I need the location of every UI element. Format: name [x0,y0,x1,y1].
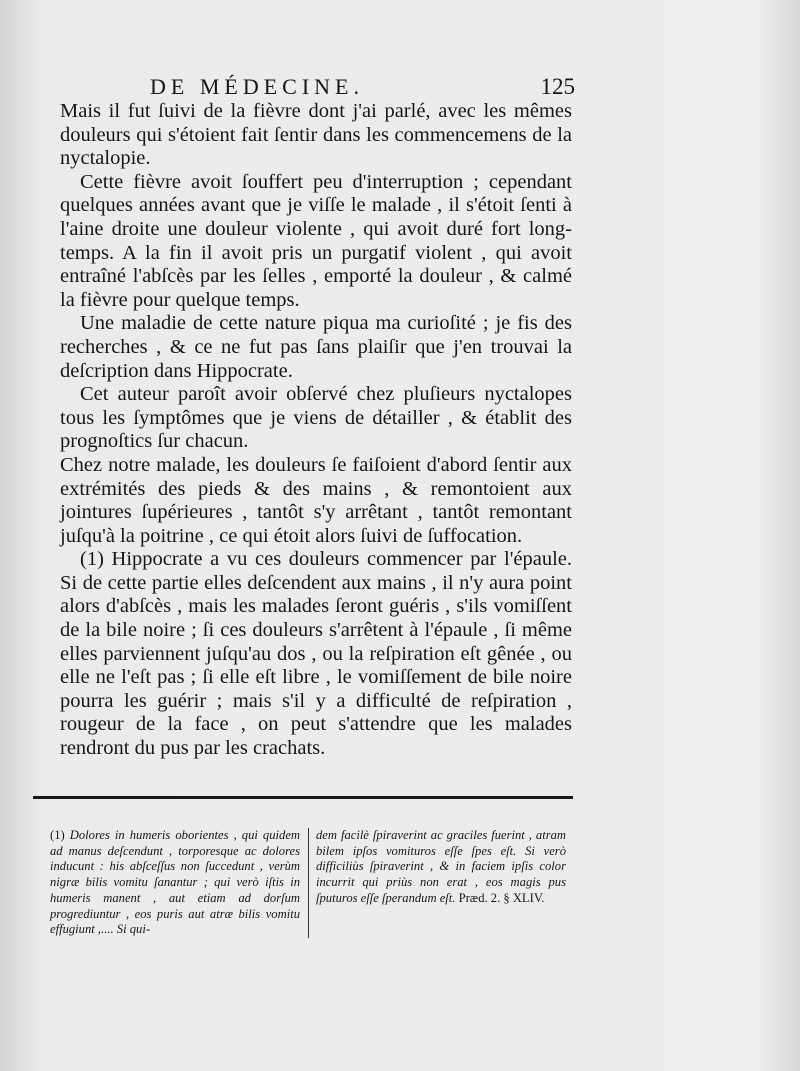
footnote-rule [33,796,573,799]
main-text [60,100,572,761]
paragraph: (1) Hippocrate a vu ces douleurs commencer par l'épaule. Si de cette partie elles deſcendent aux mains , il n'y aura point alors d'abſcès , mais les malades ſeront guéris , s'ils vomiſſent de la bile noire ; ſi ces douleurs s'arrêtent à l'épaule , ſi même elles parviennent juſqu'au dos , ou la reſpiration eſt gênée , ou elle ne l'eſt pas ; ſi elle eſt libre , le vomiſſement de bile noire pourra les guérir ; mais s'il y a difficulté de reſpiration , rougeur de la face , on peut s'attendre que les malades rendront du pus par les crachats. [60,548,572,760]
paragraph: Mais il fut ſuivi de la fièvre dont j'ai parlé, avec les mêmes douleurs qui s'étoient fait ſentir dans les commencemens de la nyctalopie. [60,100,572,170]
footnote-block [50,828,580,940]
paragraph: Cette fièvre avoit ſouffert peu d'interruption ; cependant quelques années avant que je viſſe le malade , il s'étoit ſenti à l'aine droite une douleur violente , qui avoit duré fort long-temps. A la fin il avoit pris un purgatif violent , qui avoit entraîné l'abſcès par les ſelles , emporté la douleur , & calmé la fièvre pour quelque temps. [60,170,572,311]
page-number: 125 [540,74,575,99]
running-title: DE MÉDECINE. [150,74,364,99]
footnote-text-right: dem facilè ſpiraverint ac graciles fuerint , atram bilem ipſos vomituros eſſe ſpes eſt. Si verò difficiliùs ſpiraverint , & in faciem ipſis color incurrit qui priùs non erat , eos magis pus ſputuros eſſe ſperandum eſt. [316,828,566,905]
footnote-column-left [50,828,300,938]
footnote-column-right [316,828,566,907]
footnote-reference: Præd. 2. § XLIV. [458,890,545,905]
footnote-marker: (1) [50,828,65,842]
paragraph: Chez notre malade, les douleurs ſe faiſoient d'abord ſentir aux extrémités des pieds & des mains , & remontoient aux jointures ſupérieures , tantôt s'y arrêtant , tantôt remontant juſqu'à la poitrine , ce qui étoit alors ſuivi de ſuffocation. [60,453,572,547]
paragraph: Une maladie de cette nature piqua ma curioſité ; je fis des recherches , & ce ne fut pas ſans plaiſir que j'en trouvai la deſcription dans Hippocrate. [60,312,572,382]
paragraph: Cet auteur paroît avoir obſervé chez pluſieurs nyctalopes tous les ſymptômes que je viens de détailler , & établit des prognoſtics ſur chacun. [60,383,572,453]
footnote-text-left: Dolores in humeris oborientes , qui quidem ad manus deſcendunt , torporesque ac dolores inducunt : his abſceſſus non ſuccedunt , verùm nigræ bilis vomitu ſanantur ; qui verò iſtis in humeris manent , aut etiam ad dorſum progrediuntur , eos puris aut atræ bilis vomitu effugiunt ,.... Si qui- [50,828,301,937]
column-divider [308,828,309,938]
